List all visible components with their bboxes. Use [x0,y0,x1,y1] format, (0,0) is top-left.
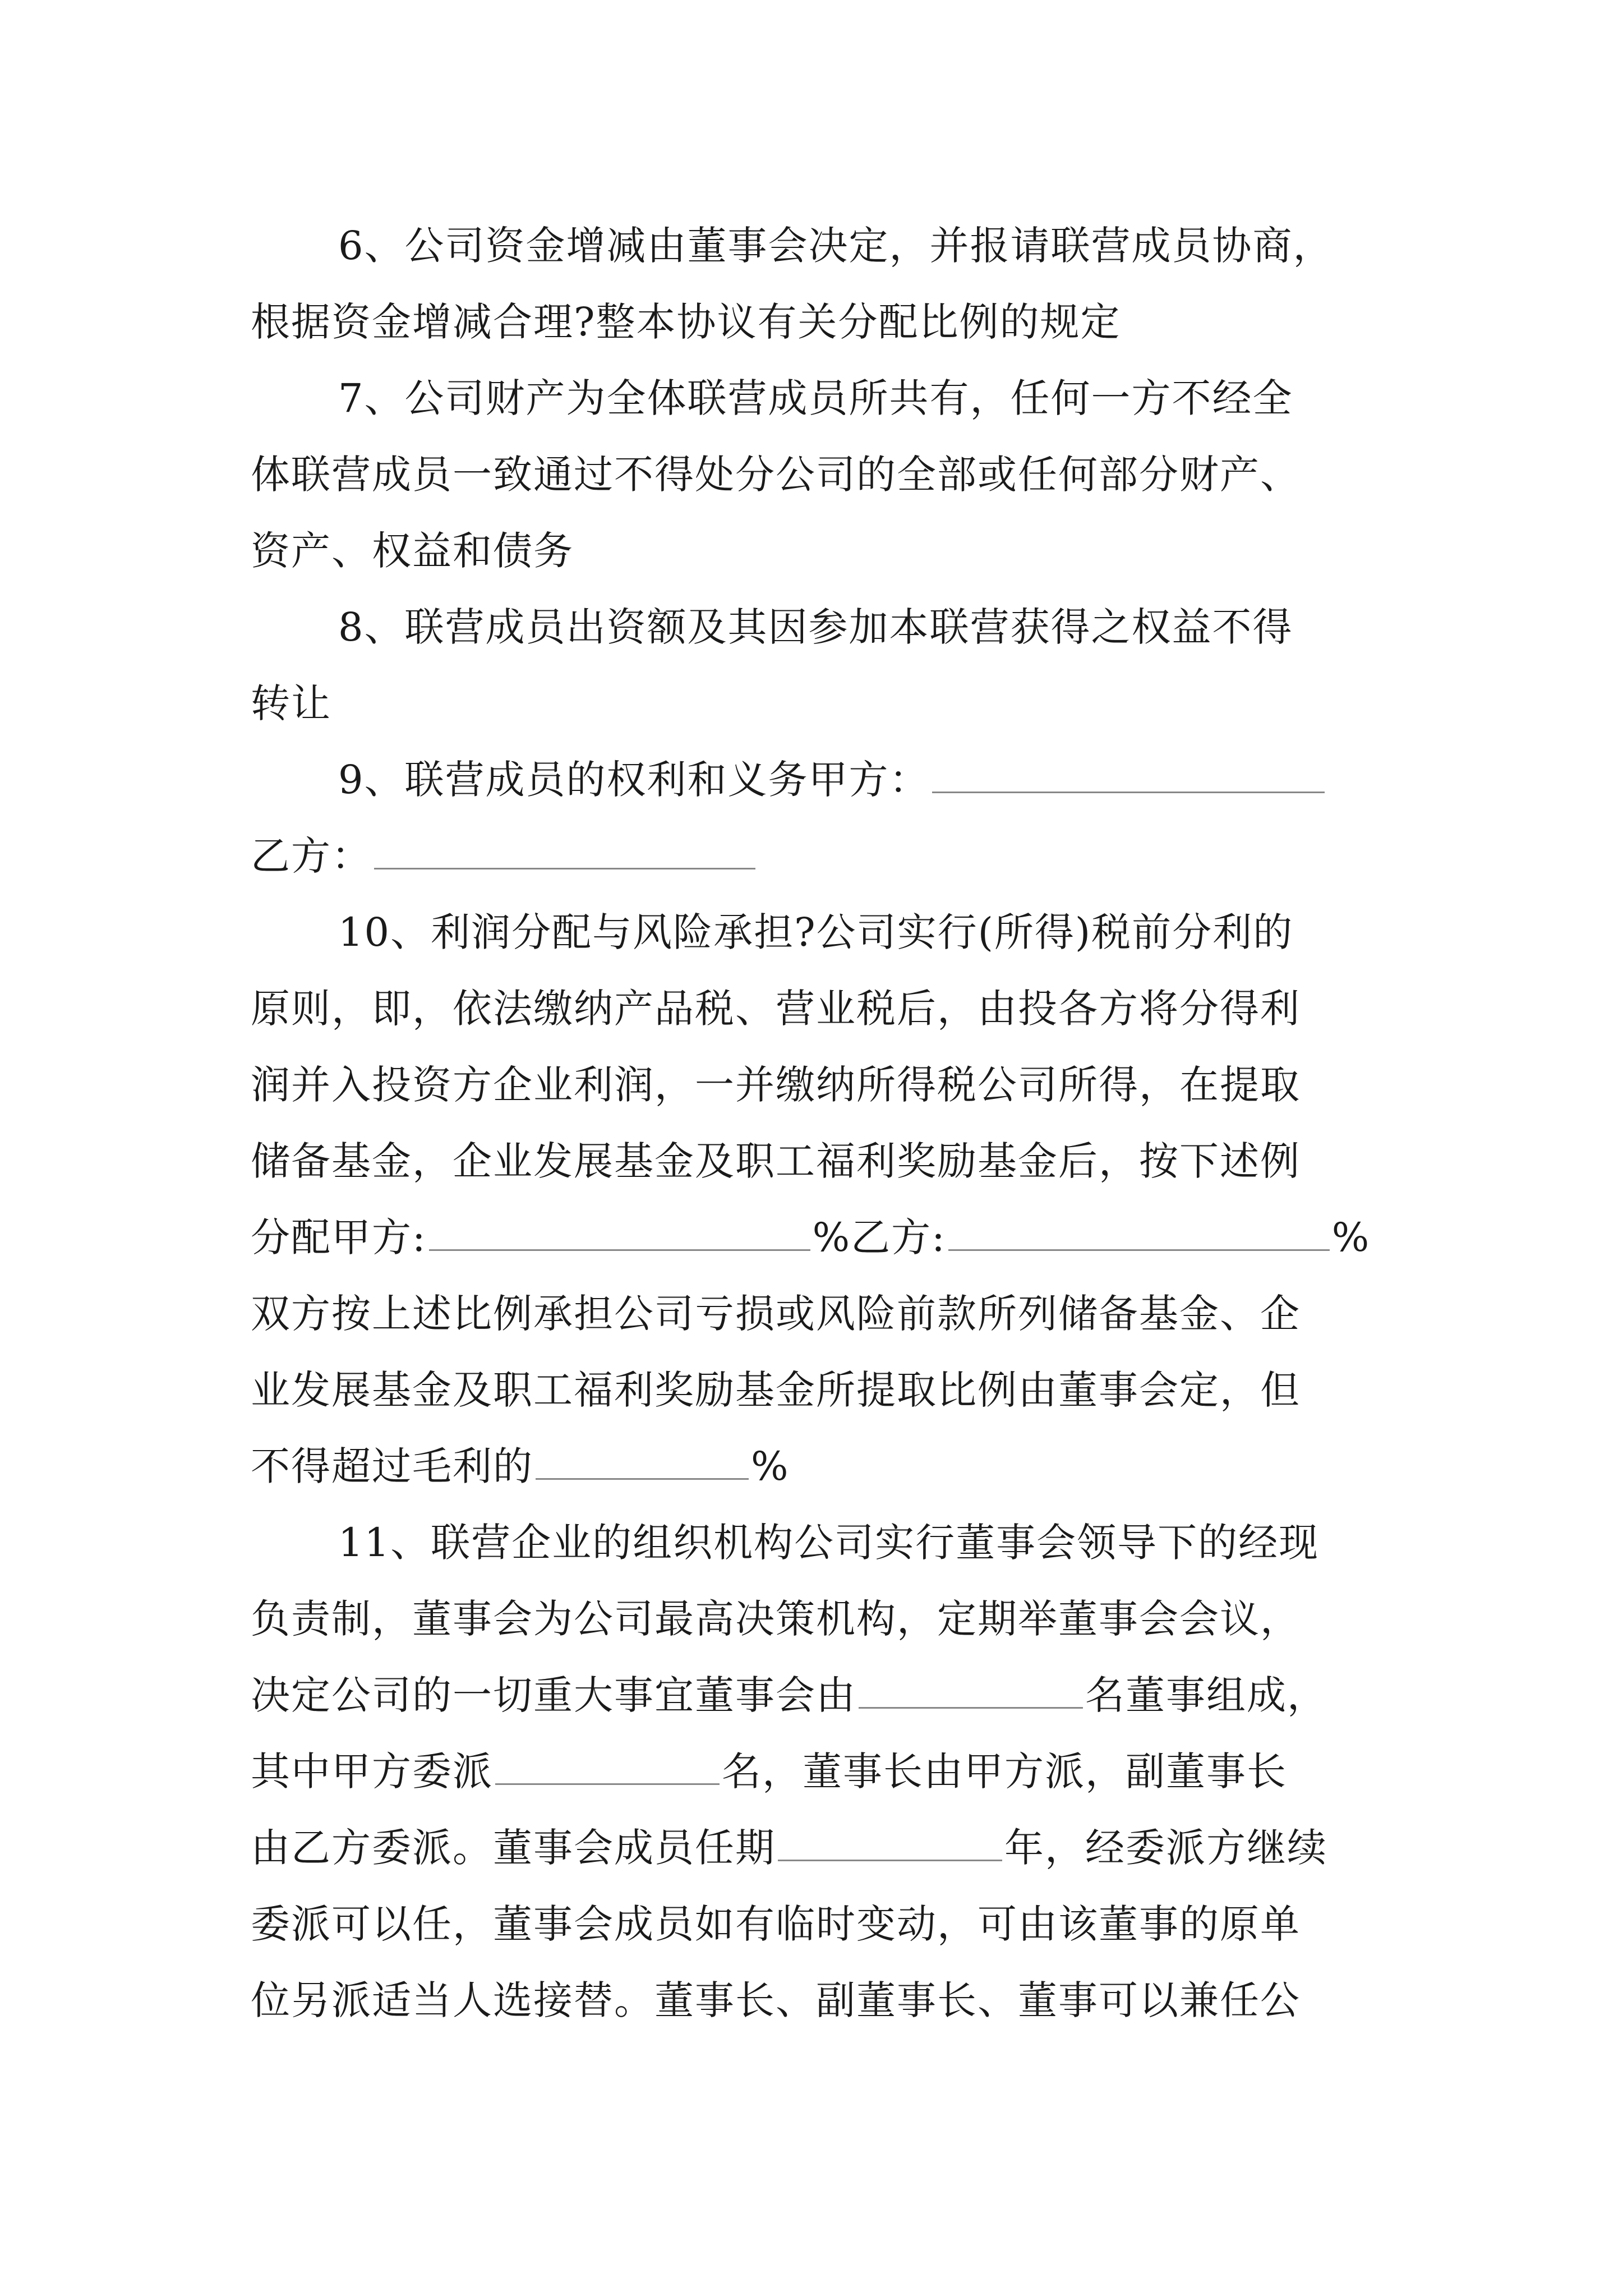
party-b-share-label: %乙方: [812,1214,946,1260]
text-line: 位另派适当人选接替。董事长、副董事长、董事可以兼任公 [251,1977,1301,2023]
text-line: 储备基金，企业发展基金及职工福利奖励基金后，按下述例 [251,1138,1301,1184]
text-line [163,1810,1372,1886]
text-line: 6、公司资金增减由董事会决定，并报请联营成员协商， [338,223,1334,269]
percent-sign: % [1331,1214,1371,1260]
board-term-suffix: 年，经委派方继续 [1004,1825,1327,1871]
text-line: 7、公司财产为全体联营成员所共有，任何一方不经全 [338,375,1293,421]
party-a-share-blank[interactable] [429,1216,810,1251]
board-size-label: 决定公司的一切重大事宜董事会由 [251,1672,856,1718]
text-line [163,1733,1372,1810]
party-b-label: 乙方： [251,833,372,879]
party-a-rights-blank[interactable] [932,758,1325,793]
party-a-directors-label: 其中甲方委派 [251,1749,493,1795]
party-a-directors-blank[interactable] [495,1750,720,1785]
clause-8 [251,589,1372,742]
board-size-blank[interactable] [859,1673,1083,1709]
text-line: 8、联营成员出资额及其因参加本联营获得之权益不得 [338,604,1293,650]
party-b-share-blank[interactable] [948,1216,1330,1251]
text-line [163,1428,1372,1504]
text-line [163,1657,1372,1733]
document-body [251,208,1372,2039]
clause-7 [251,360,1372,589]
party-a-directors-suffix: 名，董事长由甲方派，副董事长 [722,1749,1287,1795]
board-term-label: 由乙方委派。董事会成员任期 [251,1825,776,1871]
text-line: 委派可以任，董事会成员如有临时变动，可由该董事的原单 [251,1901,1301,1947]
text-line: 负责制，董事会为公司最高决策机构，定期举董事会会议， [251,1596,1301,1642]
text-line: 体联营成员一致通过不得处分公司的全部或任何部分财产、 [251,452,1301,498]
text-line: 资产、权益和债务 [251,528,574,574]
party-a-share-label: 分配甲方: [251,1214,427,1260]
text-line: 10、利润分配与风险承担?公司实行(所得)税前分利的 [338,909,1294,955]
gross-profit-cap-label: 不得超过毛利的 [251,1443,533,1489]
party-b-rights-blank[interactable] [374,834,755,869]
board-term-blank[interactable] [778,1826,1002,1861]
text-line [163,818,1372,894]
text-line: 11、联营企业的组织机构公司实行董事会领导下的经现 [338,1520,1320,1566]
text-line: 根据资金增减合理?整本协议有关分配比例的规定 [251,299,1121,345]
text-line: 转让 [251,680,331,726]
party-a-label: 9、联营成员的权利和义务甲方： [338,757,930,803]
clause-10 [251,894,1372,1504]
percent-sign: % [751,1443,790,1489]
text-line: 业发展基金及职工福利奖励基金所提取比例由董事会定，但 [251,1367,1301,1413]
text-line [251,742,1372,818]
text-line [163,1199,1372,1276]
clause-6 [251,208,1372,360]
clause-11 [251,1504,1372,2039]
text-line: 原则，即，依法缴纳产品税、营业税后，由投各方将分得利 [251,986,1301,1032]
board-size-suffix: 名董事组成， [1085,1672,1327,1718]
text-line: 双方按上述比例承担公司亏损或风险前款所列储备基金、企 [251,1291,1301,1337]
clause-9 [251,742,1372,894]
text-line: 润并入投资方企业利润，一并缴纳所得税公司所得，在提取 [251,1062,1301,1108]
gross-profit-cap-blank[interactable] [536,1444,749,1480]
